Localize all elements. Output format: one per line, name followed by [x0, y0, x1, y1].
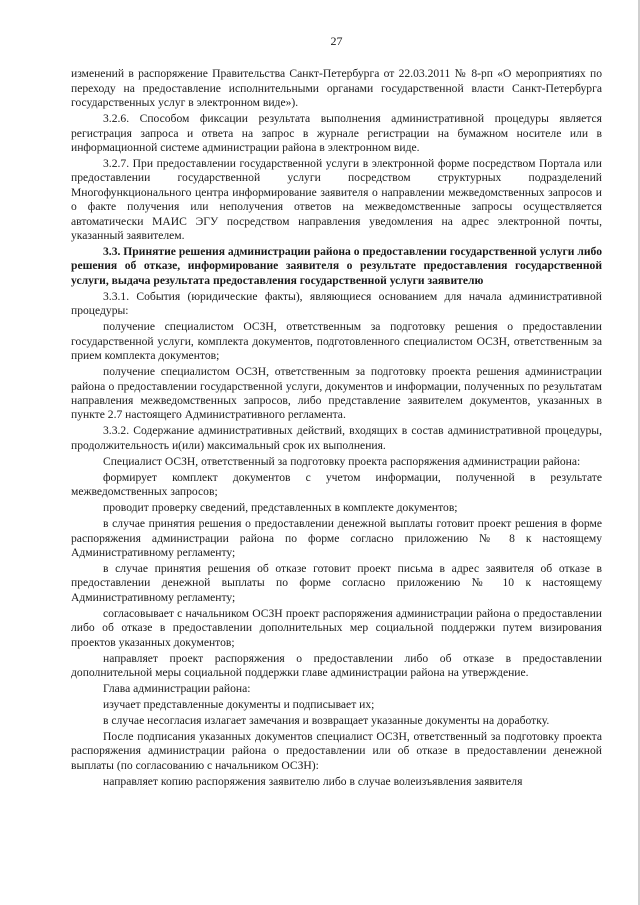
paragraph: направляет копию распоряжения заявителю либо в случае волеизъявления заявителя	[103, 774, 523, 788]
paragraph: направляет проект распоряжения о предоставлении либо об отказе в предоставлении дополнительной меры социальной поддержки главе администрации района на утверждение.	[71, 651, 602, 679]
paragraph: 3.3.2. Содержание административных действий, входящих в состав административной процедуры, продолжительность и(или) максимальный срок их выполнения.	[71, 424, 602, 452]
paragraph: согласовывает с начальником ОСЗН проект распоряжения администрации района о предоставлении либо об отказе в предоставлении дополнительных мер социальной поддержки путем визирования проектов указанных документов;	[71, 606, 602, 649]
paragraphs-before-heading	[71, 67, 602, 243]
paragraph: в случае принятия решения об отказе готовит проект письма в адрес заявителя об отказе в предоставлении денежной выплаты по форме согласно приложению № 10 к настоящему Административному регламенту;	[71, 561, 602, 604]
page-number: 27	[330, 34, 343, 48]
paragraph: Специалист ОСЗН, ответственный за подготовку проекта распоряжения администрации района:	[103, 454, 581, 468]
paragraph: 3.2.7. При предоставлении государственной услуги в электронной форме посредством Портала или предоставлении государственной услуги посредством структурных подразделений Многофункционального центра информирование заявителя о направлении межведомственных запросов и о факте получения или неполучения ответов на межведомственные запросы осуществляется автоматически МАИС ЭГУ посредством направления уведомления на адрес электронной почты, указанный заявителем.	[71, 157, 602, 243]
paragraph: формирует комплект документов с учетом информации, полученной в результате межведомственных запросов;	[71, 470, 602, 499]
paragraph: проводит проверку сведений, представленных в комплекте документов;	[103, 501, 458, 515]
paragraph: в случае принятия решения о предоставлении денежной выплаты готовит проект решения в форме распоряжения администрации района по форме согласно приложению № 8 к настоящему Административному регламенту;	[71, 517, 602, 559]
paragraph: изменений в распоряжение Правительства Санкт-Петербурга от 22.03.2011 № 8-рп «О мероприятиях по переходу на предоставление исполнительными органами государственной власти Санкт-Петербурга государственных услуг в электронном виде»).	[71, 67, 602, 110]
section-heading-3-3: 3.3. Принятие решения администрации района о предоставлении государственной услуги либо решения об отказе, информирование заявителя о результате предоставления государственной услуги, выдача результата предоставления государственной услуги заявителю	[71, 245, 602, 287]
paragraph: Глава администрации района:	[103, 681, 251, 695]
paragraph: получение специалистом ОСЗН, ответственным за подготовку решения о предоставлении государственной услуги, комплекта документов, подготовленного специалистом ОСЗН, ответственным за прием комплекта документов;	[71, 320, 602, 363]
paragraph: 3.3.1. События (юридические факты), являющиеся основанием для начала административной процедуры:	[71, 289, 602, 318]
paragraph: получение специалистом ОСЗН, ответственным за подготовку проекта решения администрации района о предоставлении государственной услуги, документов и информации, полученных по результатам направления межведомственных запросов, либо представление заявителем документов, указанных в пункте 2.7 настоящего Административного регламента.	[71, 365, 602, 422]
paragraph: изучает представленные документы и подписывает их;	[103, 697, 375, 711]
paragraphs-after-heading	[71, 290, 602, 789]
paragraph: После подписания указанных документов специалист ОСЗН, ответственный за подготовку проекта распоряжения администрации района о предоставлении или об отказе в предоставлении денежной выплаты (по согласованию с начальником ОСЗН):	[71, 729, 602, 772]
paragraph: в случае несогласия излагает замечания и возвращает указанные документы на доработку.	[103, 713, 550, 727]
paragraph: 3.2.6. Способом фиксации результата выполнения административной процедуры является регистрация запроса и ответа на запрос в журнале регистрации на бумажном носителе или в информационной системе администрации района в электронном виде.	[71, 112, 602, 155]
